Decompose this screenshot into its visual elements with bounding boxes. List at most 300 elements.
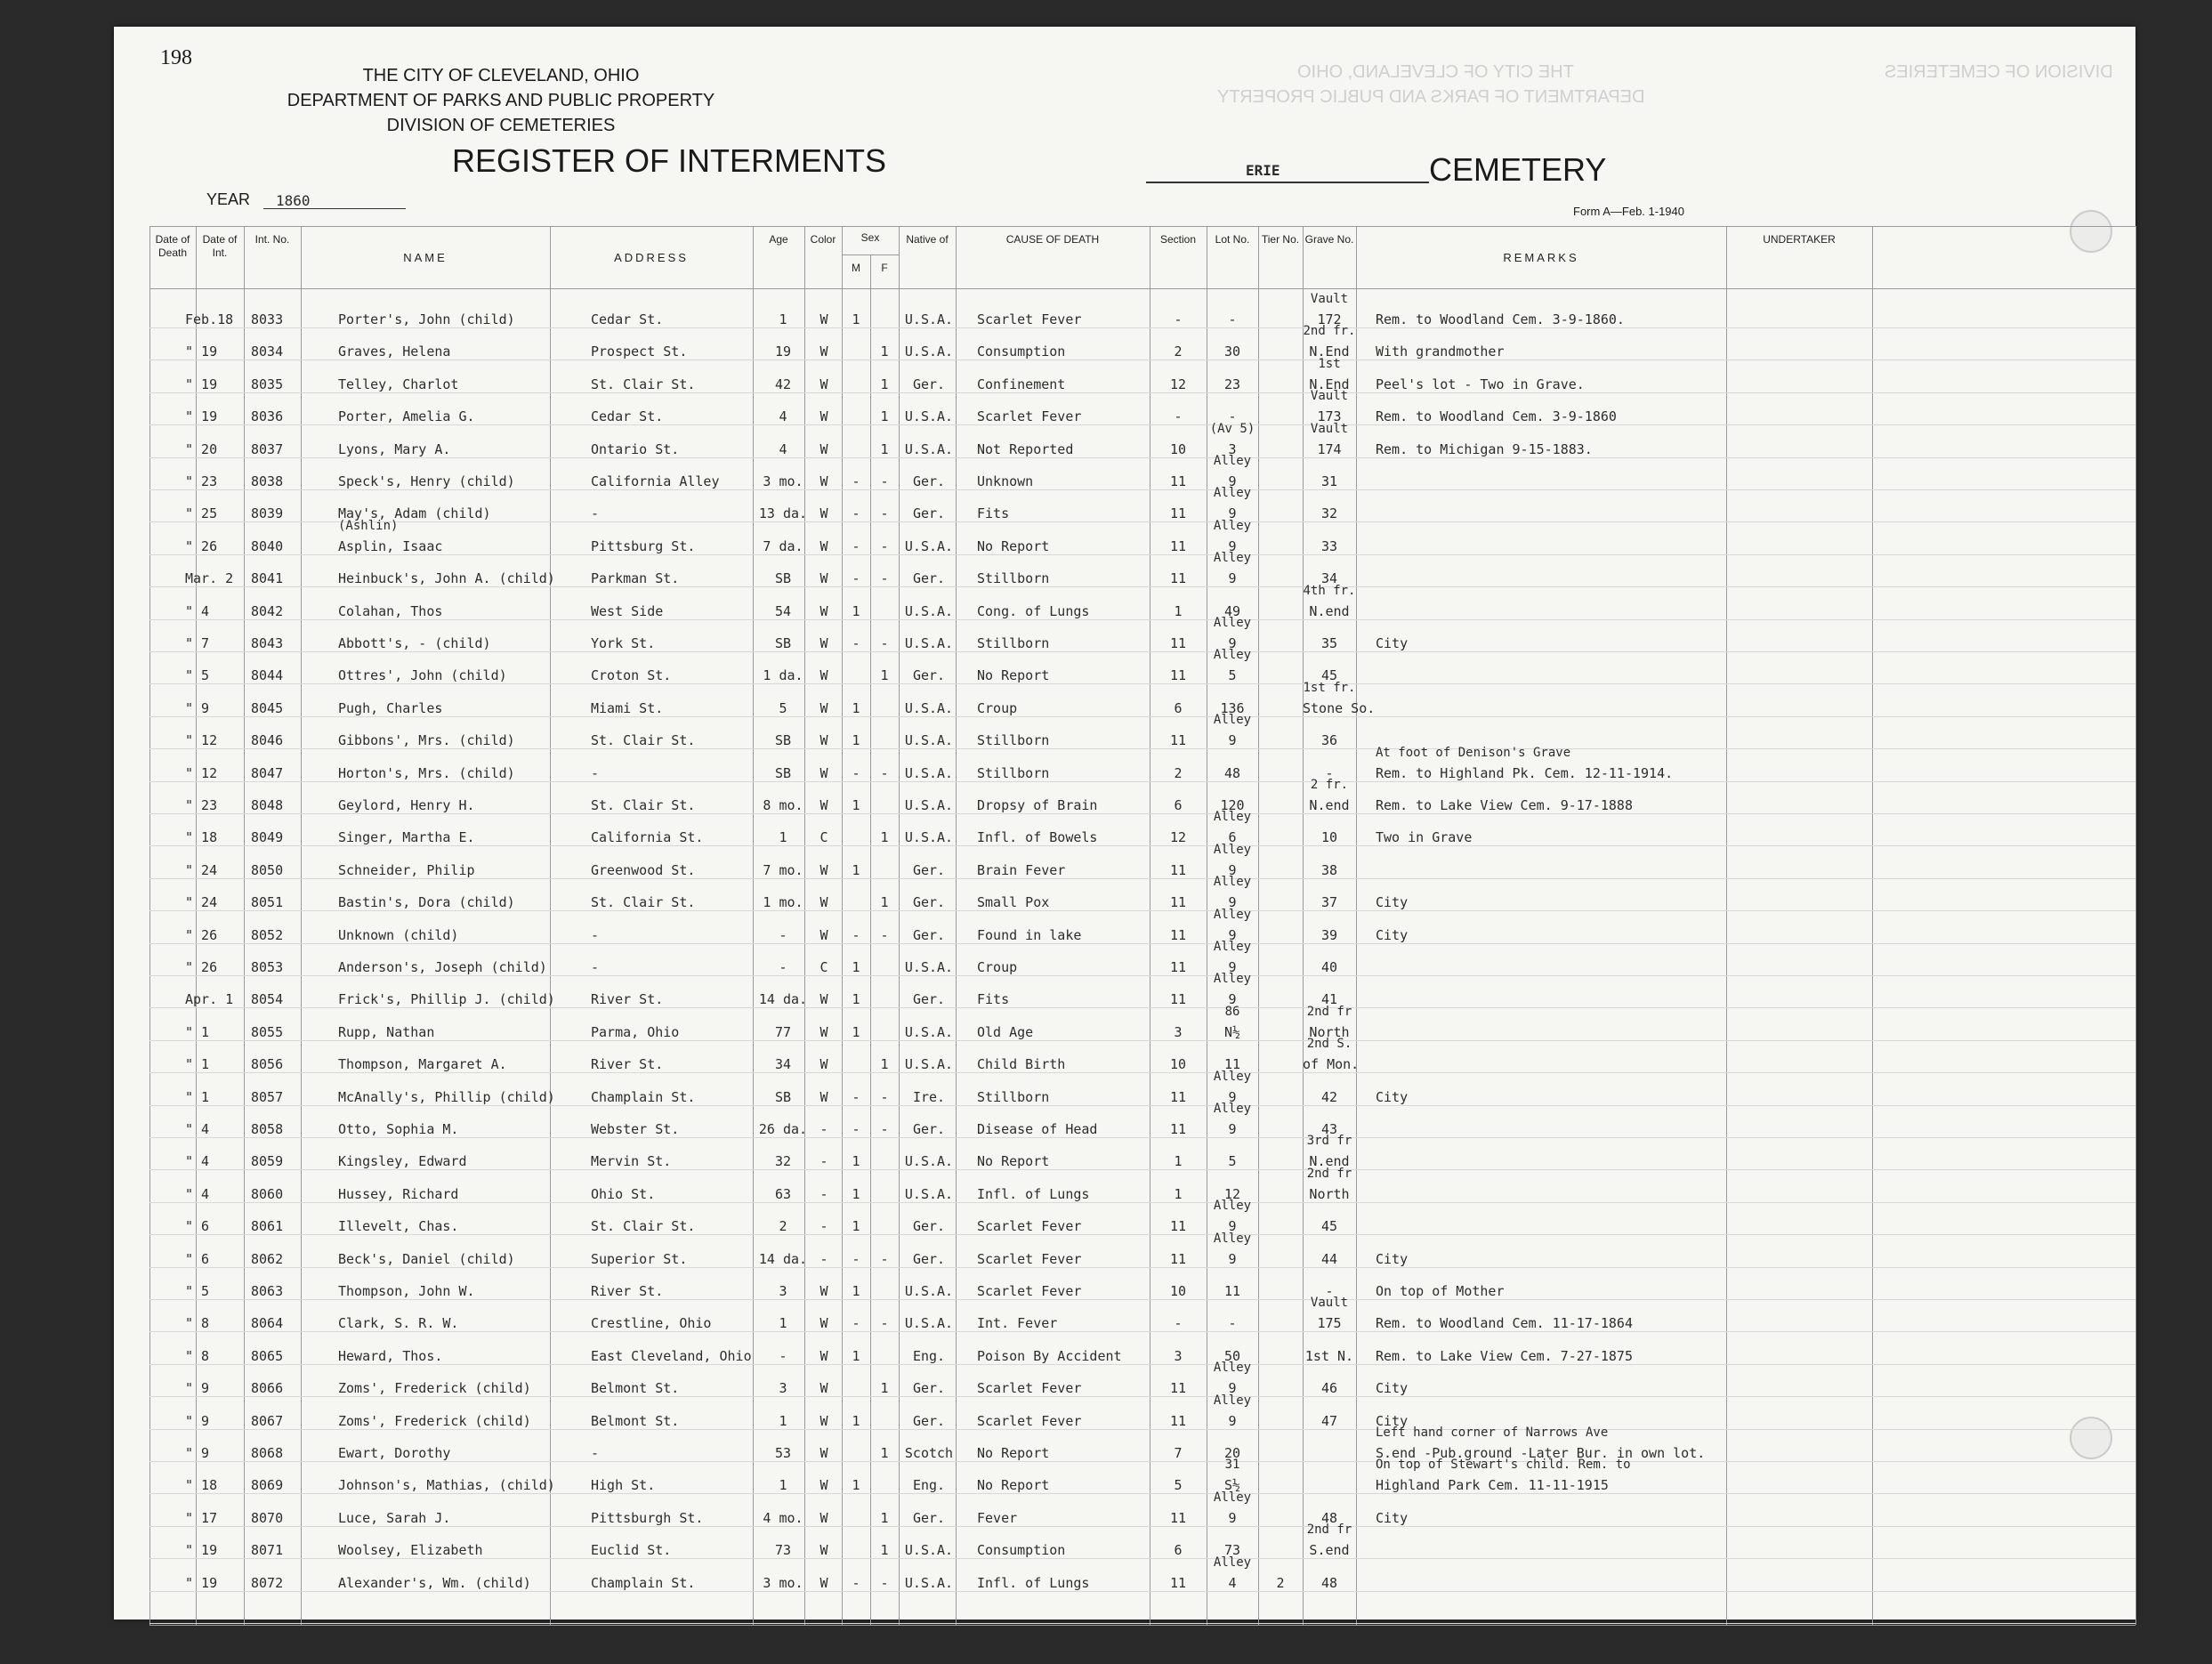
date-cell-text: " 26 (185, 959, 218, 975)
name-cell-text: Zoms', Frederick (child) (338, 1412, 531, 1429)
age-cell-text: 19 (774, 343, 792, 360)
cause-cell (977, 1172, 1151, 1204)
native-cell (900, 1204, 957, 1236)
color-cell-text: C (819, 959, 828, 975)
cause-cell-text: Int. Fever (977, 1315, 1058, 1332)
int-no-cell-text: 8053 (251, 959, 284, 975)
int-no-cell (251, 1463, 304, 1495)
date-cell-text: " 6 (185, 1250, 210, 1267)
sex-f-cell-text: - (880, 537, 889, 554)
address-cell-text: St. Clair St. (591, 376, 696, 392)
cause-cell (977, 1463, 1151, 1495)
bleed-through-text: DIVISION OF CEMETERIES (1885, 62, 2113, 82)
lot-cell-text: 9 (1228, 1509, 1237, 1526)
cause-cell (977, 362, 1151, 394)
sex-m-cell-text: - (852, 1250, 860, 1267)
table-row (149, 680, 2135, 718)
grave-cell (1303, 718, 1356, 750)
tier-cell (1258, 1496, 1303, 1528)
sex-f-cell (870, 362, 899, 394)
native-cell-text: Ger. (912, 926, 946, 943)
tier-cell (1258, 556, 1303, 588)
grave-cell-text: 172 (1317, 311, 1342, 327)
grave-cell-upper: 2nd fr (1306, 1004, 1352, 1019)
sex-f-cell (870, 589, 899, 621)
date-cell (185, 1269, 240, 1301)
section-cell-text: 11 (1169, 1121, 1187, 1137)
native-cell (900, 1107, 957, 1139)
age-cell-text: 42 (774, 376, 792, 392)
color-cell (806, 1561, 842, 1593)
remarks-cell (1376, 815, 1726, 847)
lot-cell (1207, 1393, 1258, 1431)
remarks-cell (1376, 1107, 1726, 1139)
int-no-cell-text: 8038 (251, 473, 284, 489)
grave-cell-text: 40 (1320, 959, 1338, 975)
native-cell (900, 1301, 957, 1333)
native-cell (900, 1172, 957, 1204)
name-cell-text: Asplin, Isaac (338, 537, 443, 554)
grave-cell-text: S.end (1309, 1542, 1350, 1559)
date-cell (185, 718, 240, 750)
age-cell (758, 589, 808, 621)
grave-cell-text: 33 (1320, 537, 1338, 554)
section-cell-text: 5 (1174, 1477, 1183, 1494)
name-cell-text: Horton's, Mrs. (child) (338, 764, 515, 781)
age-cell (758, 427, 808, 459)
table-row (149, 810, 2135, 847)
int-no-cell-text: 8061 (251, 1218, 284, 1235)
date-cell (185, 1237, 240, 1269)
cause-cell-text: Infl. of Lungs (977, 1574, 1090, 1591)
section-cell (1150, 686, 1207, 718)
column-header-date-death: Date of Death (155, 233, 190, 259)
cause-cell-text: Stillborn (977, 1088, 1050, 1105)
tier-cell (1258, 686, 1303, 718)
color-cell-text: - (819, 1121, 828, 1137)
remarks-cell-text: With grandmother (1376, 343, 1505, 360)
section-cell (1150, 1010, 1207, 1042)
remarks-cell (1376, 589, 1726, 621)
column-header-f: F (881, 262, 888, 274)
name-cell-text: Anderson's, Joseph (child) (338, 959, 547, 975)
native-cell-text: Ger. (912, 1250, 946, 1267)
sex-f-cell-text: 1 (880, 376, 889, 392)
column-header-address: ADDRESS (614, 251, 689, 264)
native-cell-text: U.S.A. (904, 1574, 954, 1591)
section-cell (1150, 945, 1207, 977)
cause-cell-text: Cong. of Lungs (977, 602, 1090, 619)
int-no-cell-text: 8045 (251, 699, 284, 716)
sex-f-cell (870, 751, 899, 783)
tier-cell (1258, 394, 1303, 426)
int-no-cell-text: 8070 (251, 1509, 284, 1526)
native-cell (900, 1431, 957, 1463)
grave-cell-upper: 3rd fr (1306, 1134, 1352, 1149)
native-cell-text: U.S.A. (904, 699, 954, 716)
remarks-cell (1376, 977, 1726, 1009)
section-cell-text: - (1174, 408, 1183, 425)
sex-m-cell-text: 1 (852, 1185, 860, 1202)
date-cell-text: " 8 (185, 1315, 210, 1332)
lot-cell-upper: Alley (1213, 907, 1252, 922)
date-cell-text: " 8 (185, 1347, 210, 1364)
int-no-cell-text: 8067 (251, 1412, 284, 1429)
lot-cell-upper: Alley (1213, 454, 1252, 468)
color-cell (806, 1172, 842, 1204)
column-header-sex: Sex (860, 231, 880, 244)
age-cell (758, 1172, 808, 1204)
native-cell-text: U.S.A. (904, 1023, 954, 1040)
grave-cell-text: 44 (1320, 1250, 1338, 1267)
age-cell (758, 1010, 808, 1042)
sex-f-cell (870, 524, 899, 556)
address-cell-text: St. Clair St. (591, 732, 696, 749)
color-cell (806, 751, 842, 783)
tier-cell (1258, 362, 1303, 394)
cause-cell (977, 459, 1151, 491)
sex-f-cell-text: - (880, 1121, 889, 1137)
lot-cell (1207, 297, 1258, 329)
column-header-name: NAME (403, 251, 448, 264)
name-cell-text: Colahan, Thos (338, 602, 443, 619)
section-cell-text: 11 (1169, 667, 1187, 684)
age-cell (758, 1269, 808, 1301)
section-cell (1150, 718, 1207, 750)
native-cell (900, 556, 957, 588)
section-cell-text: - (1174, 1315, 1183, 1332)
address-cell (591, 589, 778, 621)
name-cell-upper: (Ashlin) (338, 518, 399, 533)
native-cell-text: Ger. (912, 1509, 946, 1526)
lot-cell-upper: Alley (1213, 842, 1252, 857)
color-cell-text: W (819, 311, 828, 327)
section-cell-text: 11 (1169, 1088, 1187, 1105)
age-cell (758, 1237, 808, 1269)
native-cell-text: U.S.A. (904, 797, 954, 813)
age-cell (758, 1399, 808, 1431)
age-cell (758, 1139, 808, 1171)
date-cell (185, 1042, 240, 1074)
color-cell (806, 653, 842, 685)
name-cell (338, 1496, 561, 1528)
age-cell-text: 1 (779, 1412, 787, 1429)
color-cell-text: W (819, 926, 828, 943)
color-cell-text: W (819, 1056, 828, 1073)
name-cell (338, 1042, 561, 1074)
date-cell (185, 362, 240, 394)
color-cell-text: W (819, 1412, 828, 1429)
section-cell-text: 11 (1169, 959, 1187, 975)
int-no-cell-text: 8057 (251, 1088, 284, 1105)
date-cell (185, 848, 240, 880)
city-heading: THE CITY OF CLEVELAND, OHIO (362, 66, 640, 85)
section-cell (1150, 1269, 1207, 1301)
section-cell (1150, 848, 1207, 880)
sex-m-cell (842, 297, 870, 329)
lot-cell-text: 4 (1228, 1574, 1237, 1591)
cause-cell (977, 1399, 1151, 1431)
sex-m-cell (842, 880, 870, 912)
sex-f-cell (870, 1528, 899, 1560)
native-cell (900, 977, 957, 1009)
date-cell (185, 880, 240, 912)
native-cell-text: U.S.A. (904, 959, 954, 975)
lot-cell-upper: Alley (1213, 551, 1252, 566)
grave-cell (1303, 1431, 1356, 1463)
sex-f-cell-text: - (880, 926, 889, 943)
section-cell-text: 1 (1174, 1153, 1183, 1170)
table-row (149, 1069, 2135, 1107)
sex-m-cell-text: 1 (852, 311, 860, 327)
date-cell-text: " 4 (185, 602, 210, 619)
native-cell-text: U.S.A. (904, 1185, 954, 1202)
int-no-cell (251, 718, 304, 750)
native-cell-text: Ger. (912, 1121, 946, 1137)
int-no-cell (251, 913, 304, 945)
age-cell (758, 459, 808, 491)
age-cell (758, 751, 808, 783)
section-cell (1150, 1528, 1207, 1560)
page-number: 198 (160, 46, 192, 69)
int-no-cell (251, 1075, 304, 1107)
name-cell (338, 459, 561, 491)
sex-m-cell-text: 1 (852, 1283, 860, 1299)
year-label: YEAR (206, 190, 251, 208)
lot-cell-text: 9 (1228, 1412, 1237, 1429)
tier-cell (1258, 459, 1303, 491)
int-no-cell (251, 1042, 304, 1074)
grave-cell-text: 41 (1320, 991, 1338, 1008)
native-cell (900, 880, 957, 912)
name-cell-text: Lyons, Mary A. (338, 440, 451, 457)
int-no-cell (251, 491, 304, 523)
sex-m-cell-text: 1 (852, 991, 860, 1008)
sex-m-cell-text: 1 (852, 861, 860, 878)
address-cell (591, 1366, 778, 1398)
native-cell (900, 718, 957, 750)
color-cell-text: W (819, 602, 828, 619)
date-cell-text: " 20 (185, 440, 218, 457)
grave-cell-text: 48 (1320, 1509, 1338, 1526)
address-cell (591, 556, 778, 588)
age-cell (758, 394, 808, 426)
remarks-cell-upper: On top of Stewart's child. Rem. to (1376, 1458, 1631, 1473)
lot-cell-text: 9 (1228, 861, 1237, 878)
sex-m-cell (842, 686, 870, 718)
cause-cell (977, 491, 1151, 523)
sex-m-cell-text: 1 (852, 732, 860, 749)
cause-cell (977, 977, 1151, 1009)
color-cell (806, 1107, 842, 1139)
color-cell-text: W (819, 894, 828, 911)
section-cell (1150, 556, 1207, 588)
address-cell-text: Parkman St. (591, 570, 680, 587)
sex-f-cell-text: 1 (880, 1445, 889, 1461)
name-cell (338, 1075, 561, 1107)
grave-cell-text: 173 (1317, 408, 1342, 425)
register-title: REGISTER OF INTERMENTS (452, 142, 887, 179)
table-row (149, 713, 2135, 750)
date-cell-text: " 25 (185, 505, 218, 522)
sex-m-cell (842, 1237, 870, 1269)
sex-m-cell (842, 1042, 870, 1074)
age-cell (758, 653, 808, 685)
table-row (149, 778, 2135, 815)
sex-m-cell-text: 1 (852, 797, 860, 813)
address-cell-text: - (591, 1445, 600, 1461)
lot-cell-text: 9 (1228, 732, 1237, 749)
int-no-cell (251, 297, 304, 329)
age-cell (758, 1528, 808, 1560)
cause-cell-text: Not Reported (977, 440, 1074, 457)
address-cell (591, 491, 778, 523)
int-no-cell (251, 459, 304, 491)
int-no-cell (251, 556, 304, 588)
tier-cell (1258, 297, 1303, 329)
int-no-cell-text: 8033 (251, 311, 284, 327)
section-cell (1150, 524, 1207, 556)
lot-cell-upper: Alley (1213, 1490, 1252, 1505)
section-cell-text: 11 (1169, 570, 1187, 587)
grave-cell (1303, 1366, 1356, 1398)
color-cell-text: W (819, 991, 828, 1008)
name-cell (338, 783, 561, 815)
date-cell (185, 329, 240, 361)
sex-m-cell (842, 1463, 870, 1495)
tier-cell (1258, 880, 1303, 912)
lot-cell-text: 48 (1223, 764, 1241, 781)
remarks-cell-text: City (1376, 1509, 1409, 1526)
address-cell-text: Parma, Ohio (591, 1023, 680, 1040)
age-cell (758, 913, 808, 945)
column-header-color: Color (810, 233, 836, 246)
color-cell-text: W (819, 699, 828, 716)
int-no-cell (251, 686, 304, 718)
grave-cell-text: 39 (1320, 926, 1338, 943)
remarks-cell-text: Rem. to Lake View Cem. 7-27-1875 (1376, 1347, 1633, 1364)
lot-cell (1207, 329, 1258, 361)
tier-cell (1258, 1399, 1303, 1431)
section-cell (1150, 459, 1207, 491)
name-cell-text: Clark, S. R. W. (338, 1315, 459, 1332)
sex-m-cell-text: 1 (852, 1023, 860, 1040)
tier-cell (1258, 815, 1303, 847)
column-header-tier: Tier No. (1261, 233, 1300, 246)
table-row (149, 356, 2135, 394)
sex-f-cell (870, 1172, 899, 1204)
remarks-cell (1376, 394, 1726, 426)
sex-m-cell (842, 1075, 870, 1107)
section-cell-text: 11 (1169, 1574, 1187, 1591)
table-row (149, 421, 2135, 459)
remarks-cell (1376, 1269, 1726, 1301)
cause-cell (977, 815, 1151, 847)
age-cell-text: 32 (774, 1153, 792, 1170)
native-cell (900, 1010, 957, 1042)
section-cell-text: 11 (1169, 1412, 1187, 1429)
date-cell-text: " 19 (185, 343, 218, 360)
address-cell-text: Superior St. (591, 1250, 688, 1267)
grave-cell-text: 45 (1320, 667, 1338, 684)
address-cell-text: Greenwood St. (591, 861, 696, 878)
sex-f-cell (870, 1301, 899, 1333)
color-cell (806, 297, 842, 329)
lot-cell-text: 136 (1220, 699, 1245, 716)
register-page (114, 27, 2135, 1620)
table-row (149, 907, 2135, 945)
cause-cell-text: Consumption (977, 343, 1066, 360)
int-no-cell (251, 427, 304, 459)
remarks-cell (1376, 1172, 1726, 1204)
grave-cell-text: 36 (1320, 732, 1338, 749)
int-no-cell (251, 1139, 304, 1171)
sex-m-cell-text: - (852, 1088, 860, 1105)
age-cell-text: 4 (779, 408, 787, 425)
int-no-cell-text: 8058 (251, 1121, 284, 1137)
lot-cell-upper: Alley (1213, 616, 1252, 630)
int-no-cell-text: 8063 (251, 1283, 284, 1299)
color-cell-text: W (819, 635, 828, 651)
grave-cell-text: 175 (1317, 1315, 1342, 1332)
age-cell-text: - (779, 959, 787, 975)
section-cell (1150, 1496, 1207, 1528)
name-cell (338, 1561, 561, 1593)
date-cell-text: " 26 (185, 537, 218, 554)
color-cell-text: W (819, 537, 828, 554)
date-cell-text: " 9 (185, 1445, 210, 1461)
remarks-cell-text: City (1376, 1380, 1409, 1397)
color-cell-text: W (819, 1574, 828, 1591)
color-cell (806, 524, 842, 556)
native-cell (900, 815, 957, 847)
address-cell-text: Belmont St. (591, 1412, 680, 1429)
color-cell (806, 556, 842, 588)
int-no-cell (251, 1399, 304, 1431)
remarks-cell-text: City (1376, 1088, 1409, 1105)
section-cell (1150, 394, 1207, 426)
address-cell-text: California St. (591, 829, 704, 846)
int-no-cell-text: 8042 (251, 602, 284, 619)
section-cell (1150, 589, 1207, 621)
sex-m-cell (842, 524, 870, 556)
color-cell (806, 362, 842, 394)
sex-m-cell-text: 1 (852, 1218, 860, 1235)
address-cell (591, 1172, 778, 1204)
age-cell-text: 3 (779, 1283, 787, 1299)
remarks-cell (1376, 362, 1726, 394)
remarks-cell (1376, 491, 1726, 523)
address-cell (591, 1463, 778, 1495)
column-rule (2135, 226, 2136, 1625)
lot-cell-text: 9 (1228, 894, 1237, 911)
grave-cell (1303, 1037, 1360, 1074)
cause-cell-text: Disease of Head (977, 1121, 1098, 1137)
remarks-cell (1376, 297, 1726, 329)
lot-cell-text: 11 (1223, 1056, 1241, 1073)
sex-f-cell (870, 1269, 899, 1301)
date-cell (185, 783, 240, 815)
native-cell-text: Ire. (912, 1088, 946, 1105)
date-cell-text: " 19 (185, 1542, 218, 1559)
age-cell (758, 524, 808, 556)
native-cell (900, 1042, 957, 1074)
address-cell-text: River St. (591, 1283, 664, 1299)
native-cell (900, 686, 957, 718)
cause-cell (977, 621, 1151, 653)
lot-cell (1207, 1004, 1258, 1042)
sex-f-cell-text: 1 (880, 667, 889, 684)
